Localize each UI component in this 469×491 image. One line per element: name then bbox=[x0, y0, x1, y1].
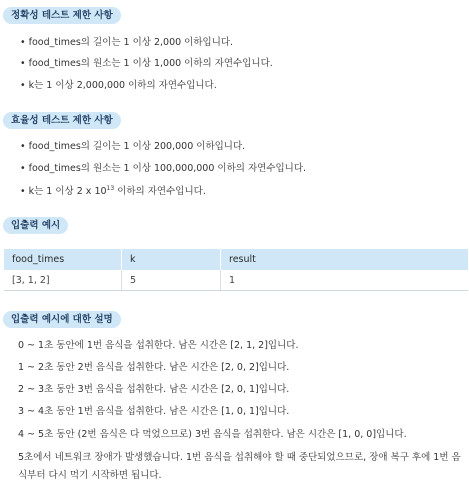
explanation-line: 1 ~ 2초 동안 2번 음식을 섭취한다. 남은 시간은 [2, 0, 2]입니다. bbox=[18, 362, 290, 373]
column-header-result: result bbox=[221, 249, 469, 270]
cell-k: 5 bbox=[122, 270, 221, 291]
exponent: 13 bbox=[106, 184, 115, 192]
column-header-food-times: food_times bbox=[4, 249, 122, 270]
efficiency-item: • k는 1 이상 2 x $10^{13}$ 이하의 자연수입니다. bbox=[20, 184, 206, 197]
explanation-line: 0 ~ 1초 동안에 1번 음식을 섭취한다. 남은 시간은 [2, 1, 2]입니다. bbox=[18, 340, 299, 351]
efficiency-item: • food_times의 원소는 1 이상 100,000,000 이하의 자연수입니다. bbox=[20, 163, 307, 174]
explanation-note: 5초에서 네트워크 장애가 발생했습니다. 1번 음식을 섭취해야 할 때 중단되었으므로, 장애 복구 후에 1번 음식부터 다시 먹기 시작하면 됩니다. bbox=[18, 452, 461, 481]
cell-food-times: [3, 1, 2] bbox=[4, 270, 122, 291]
explanation-line: 4 ~ 5초 동안 (2번 음식은 다 먹었으므로) 3번 음식을 섭취한다. 남은 시간은 [1, 0, 0]입니다. bbox=[18, 429, 407, 440]
explanation-line: 2 ~ 3초 동안 3번 음식을 섭취한다. 남은 시간은 [2, 0, 1]입니다. bbox=[18, 384, 290, 395]
accuracy-constraints-heading: 정확성 테스트 제한 사항 bbox=[3, 7, 121, 24]
accuracy-item: • food_times의 원소는 1 이상 1,000 이하의 자연수입니다. bbox=[20, 58, 273, 69]
table-row bbox=[4, 270, 468, 291]
io-example-heading: 입출력 예시 bbox=[3, 217, 68, 234]
efficiency-constraints-heading: 효율성 테스트 제한 사항 bbox=[3, 112, 121, 129]
accuracy-item: • food_times의 길이는 1 이상 2,000 이하입니다. bbox=[20, 37, 234, 48]
accuracy-item: • k는 1 이상 2,000,000 이하의 자연수입니다. bbox=[20, 80, 217, 91]
column-header-k: k bbox=[122, 249, 221, 270]
table-header-row bbox=[4, 249, 468, 270]
io-example-table bbox=[4, 249, 468, 291]
explanation-line: 3 ~ 4초 동안 1번 음식을 섭취한다. 남은 시간은 [1, 0, 1]입니다. bbox=[18, 406, 290, 417]
cell-result: 1 bbox=[221, 270, 469, 291]
explanation-heading: 입출력 예시에 대한 설명 bbox=[3, 311, 121, 328]
efficiency-item: • food_times의 길이는 1 이상 200,000 이하입니다. bbox=[20, 141, 246, 152]
